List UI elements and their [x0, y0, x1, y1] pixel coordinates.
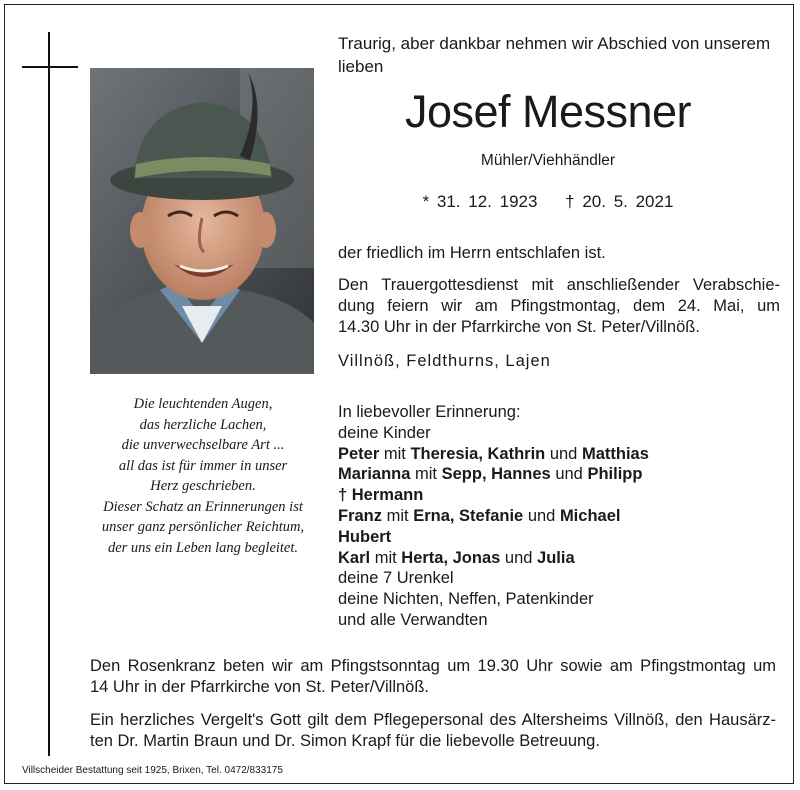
- funeral-service-info: [338, 275, 780, 338]
- thanks-line: Ein herzliches Vergelt's Gott gilt dem Pflegepersonal des Altersheims Villnöß, den Hausärz-: [90, 711, 776, 729]
- intro-text: [338, 32, 778, 78]
- poem-line: Herz geschrieben.: [150, 478, 256, 494]
- service-line: 14.30 Uhr in der Pfarrkirche von St. Peter/Villnöß.: [338, 318, 700, 336]
- family-row: Franz mit Erna, Stefanie und Michael: [338, 506, 621, 525]
- funeral-home-footer: Villscheider Bestattung seit 1925, Brixen, Tel. 0472/833175: [22, 765, 283, 776]
- children-label: deine Kinder: [338, 423, 431, 442]
- rosary-line: 14 Uhr in der Pfarrkirche von St. Peter/Villnöß.: [90, 678, 430, 696]
- cross-icon-vertical: [48, 32, 50, 756]
- family-tail-line: deine 7 Urenkel: [338, 569, 454, 588]
- birth-date: * 31. 12. 1923: [422, 192, 538, 211]
- portrait-photo: [90, 68, 314, 374]
- family-tail-line: deine Nichten, Neffen, Patenkinder: [338, 590, 594, 609]
- passing-statement: der friedlich im Herrn entschlafen ist.: [338, 244, 606, 262]
- poem-line: all das ist für immer in unser: [118, 457, 288, 474]
- thanks-note: [90, 710, 776, 752]
- service-line: Den Trauergottesdienst mit anschließender Verabschie-: [338, 276, 780, 294]
- poem-line: Die leuchtenden Augen,: [133, 396, 273, 412]
- cross-icon-horizontal: [22, 66, 78, 68]
- family-list: [338, 402, 649, 631]
- family-row: Peter mit Theresia, Kathrin und Matthias: [338, 444, 649, 463]
- intro-line: lieben: [338, 57, 384, 76]
- life-dates: [338, 192, 758, 212]
- memorial-poem: [82, 394, 324, 558]
- family-heading: In liebevoller Erinnerung:: [338, 403, 521, 421]
- occupation: Mühler/Viehhändler: [480, 152, 616, 169]
- poem-line: das herzliche Lachen,: [139, 416, 267, 433]
- poem-line: der uns ein Leben lang begleitet.: [107, 539, 299, 556]
- family-row: † Hermann: [338, 486, 424, 505]
- thanks-line: ten Dr. Martin Braun und Dr. Simon Krapf für die liebevolle Betreuung.: [90, 732, 600, 750]
- poem-line: Dieser Schatz an Erinnerungen ist: [103, 498, 303, 515]
- poem-line: die unverwechselbare Art ...: [121, 437, 285, 453]
- intro-line: Traurig, aber dankbar nehmen wir Abschied von unserem: [338, 34, 771, 53]
- rosary-info: [90, 656, 776, 698]
- family-row: Karl mit Herta, Jonas und Julia: [338, 548, 575, 567]
- portrait-illustration: [90, 68, 314, 374]
- family-row: Hubert: [338, 527, 392, 546]
- death-date: † 20. 5. 2021: [565, 192, 674, 211]
- family-tail-line: und alle Verwandten: [338, 610, 488, 629]
- poem-line: unser ganz persönlicher Reichtum,: [101, 519, 305, 535]
- deceased-name: Josef Messner: [404, 86, 692, 137]
- places: Villnöß, Feldthurns, Lajen: [338, 352, 551, 370]
- family-row: Marianna mit Sepp, Hannes und Philipp: [338, 465, 643, 484]
- service-line: dung feiern wir am Pfingstmontag, dem 24. Mai, um: [338, 297, 780, 315]
- rosary-line: Den Rosenkranz beten wir am Pfingstsonntag um 19.30 Uhr sowie am Pfingstmontag um: [90, 657, 776, 675]
